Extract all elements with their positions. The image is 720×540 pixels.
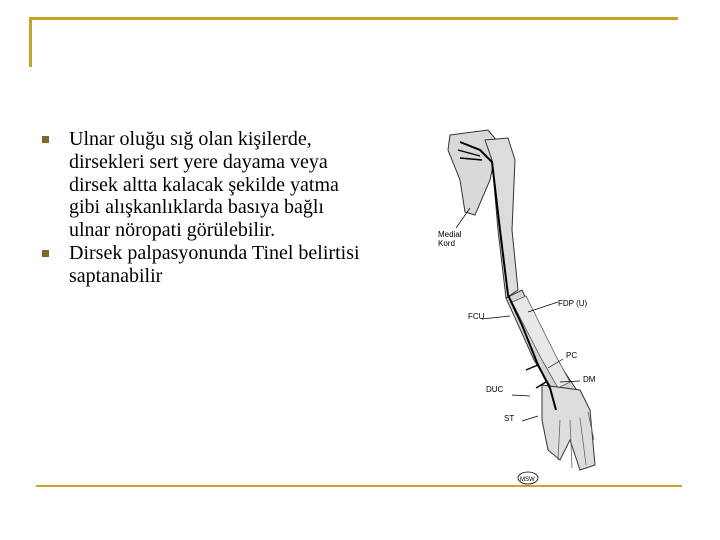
bullet-item <box>42 242 362 288</box>
square-bullet-icon <box>42 136 49 143</box>
bullet-item <box>42 128 362 242</box>
hand-shape <box>542 385 595 470</box>
bullet-text: Ulnar oluğu sığ olan kişilerde, dirsekleri sert yere dayama veya dirsek altta kalacak şekilde yatma gibi alışkanlıklarda basıya bağlı ulnar nöropati görülebilir. <box>69 128 339 242</box>
forearm-bone-shape <box>512 296 570 388</box>
label-st: ST <box>504 414 515 423</box>
label-fdp: FDP (U) <box>558 299 588 308</box>
label-dm: DM <box>583 375 596 384</box>
frame-top-line <box>29 17 678 20</box>
logo-text: MSW <box>520 477 535 483</box>
label-kord: Kord <box>438 239 455 248</box>
label-fcu: FCU <box>468 312 485 321</box>
bullet-text: Dirsek palpasyonunda Tinel belirtisi saptanabilir <box>69 241 360 287</box>
bullet-list <box>42 128 362 288</box>
frame-bottom-line <box>36 485 682 487</box>
label-pc: PC <box>566 351 578 360</box>
arm-anatomy-figure <box>430 120 620 490</box>
square-bullet-icon <box>42 250 49 257</box>
frame-left-line <box>29 17 32 67</box>
label-medial: Medial <box>438 230 462 239</box>
label-duc: DUC <box>486 385 504 394</box>
